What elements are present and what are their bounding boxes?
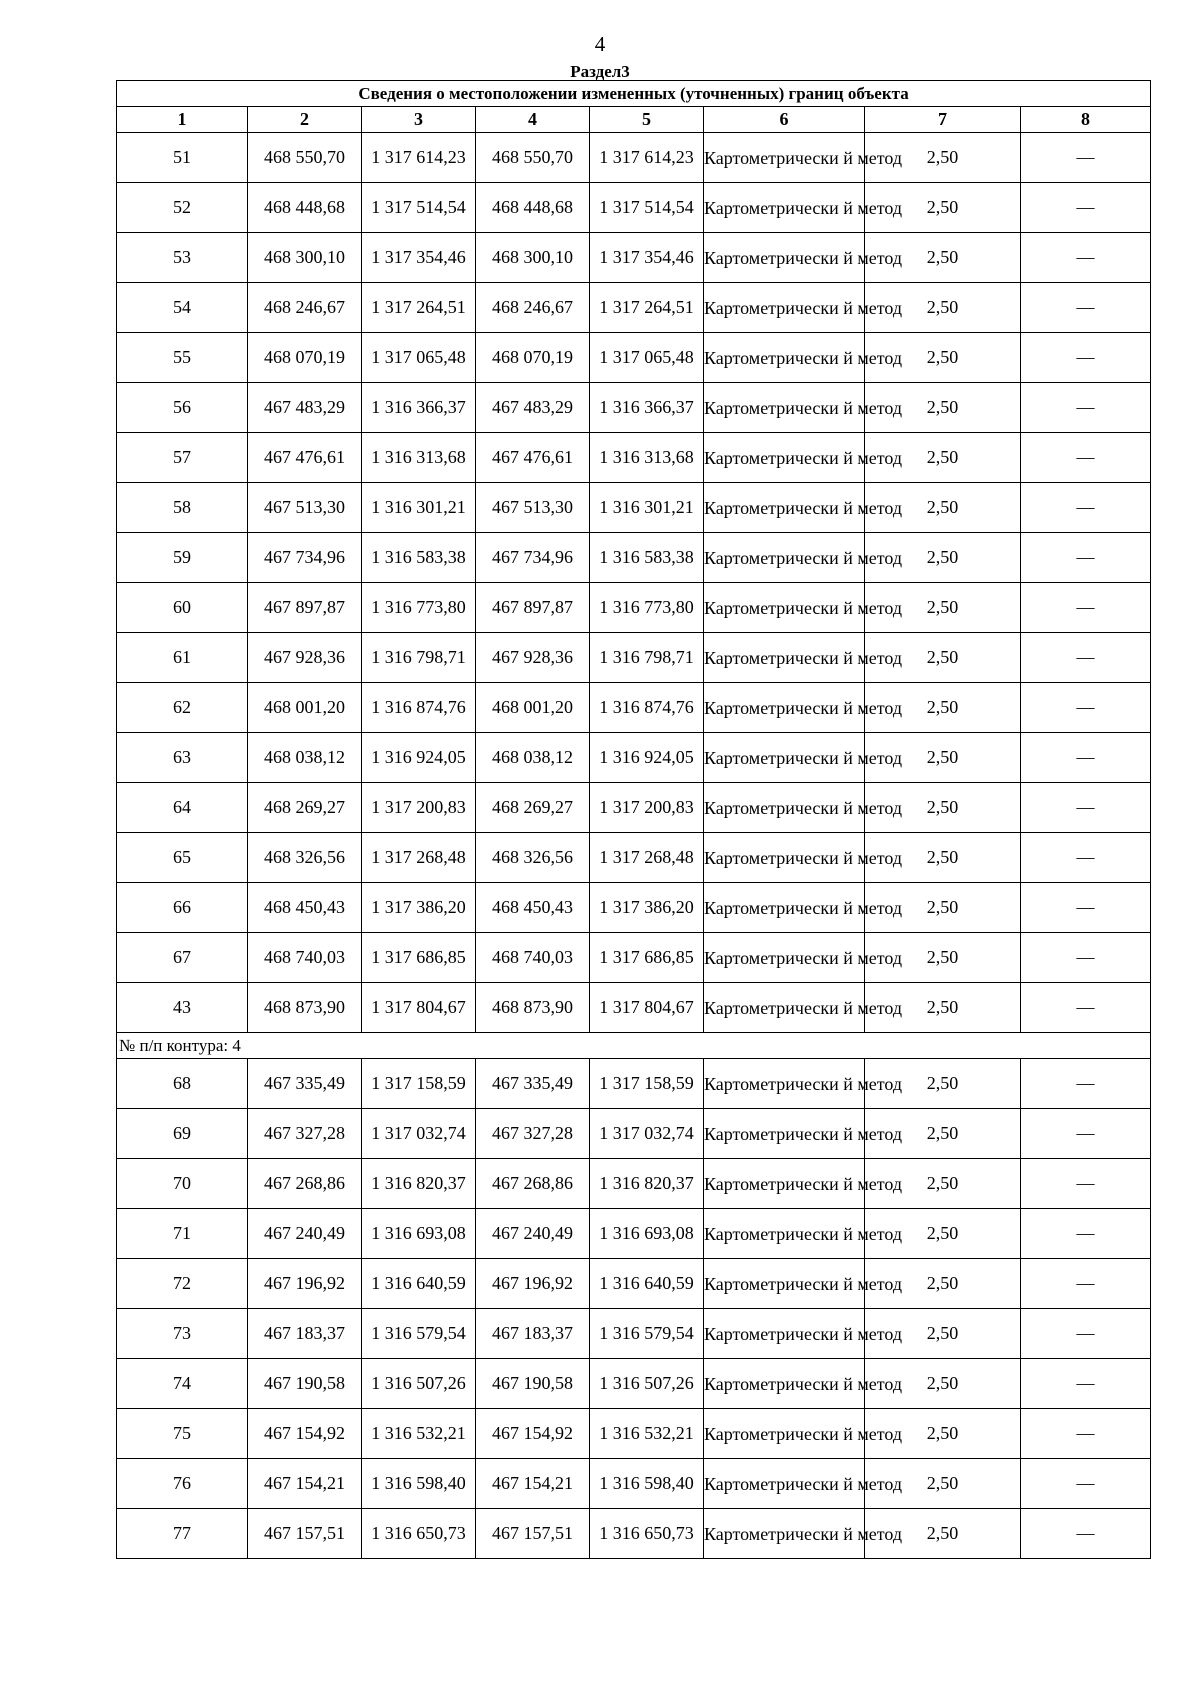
accuracy-cell: 2,50 bbox=[865, 683, 1021, 733]
point-number-cell: 63 bbox=[117, 733, 248, 783]
accuracy-cell: 2,50 bbox=[865, 333, 1021, 383]
point-number-cell: 58 bbox=[117, 483, 248, 533]
refined-y-cell: 1 317 065,48 bbox=[590, 333, 704, 383]
existing-y-cell: 1 317 514,54 bbox=[362, 183, 476, 233]
existing-y-cell: 1 317 686,85 bbox=[362, 933, 476, 983]
existing-y-cell: 1 317 032,74 bbox=[362, 1109, 476, 1159]
description-cell: — bbox=[1021, 233, 1151, 283]
method-cell: Картометрически й метод bbox=[704, 1509, 865, 1559]
section-label: Раздел3 bbox=[570, 62, 630, 81]
existing-x-cell: 468 070,19 bbox=[248, 333, 362, 383]
existing-x-cell: 467 154,21 bbox=[248, 1459, 362, 1509]
existing-x-cell: 467 240,49 bbox=[248, 1209, 362, 1259]
method-cell: Картометрически й метод bbox=[704, 733, 865, 783]
refined-x-cell: 468 448,68 bbox=[476, 183, 590, 233]
description-cell: — bbox=[1021, 283, 1151, 333]
table-row bbox=[117, 533, 1151, 583]
existing-x-cell: 468 550,70 bbox=[248, 133, 362, 183]
existing-y-cell: 1 316 640,59 bbox=[362, 1259, 476, 1309]
refined-x-cell: 468 873,90 bbox=[476, 983, 590, 1033]
method-cell: Картометрически й метод bbox=[704, 533, 865, 583]
refined-y-cell: 1 317 200,83 bbox=[590, 783, 704, 833]
description-cell: — bbox=[1021, 883, 1151, 933]
description-cell: — bbox=[1021, 683, 1151, 733]
refined-x-cell: 467 327,28 bbox=[476, 1109, 590, 1159]
existing-y-cell: 1 317 386,20 bbox=[362, 883, 476, 933]
existing-y-cell: 1 316 579,54 bbox=[362, 1309, 476, 1359]
accuracy-cell: 2,50 bbox=[865, 733, 1021, 783]
method-cell: Картометрически й метод bbox=[704, 983, 865, 1033]
existing-x-cell: 468 448,68 bbox=[248, 183, 362, 233]
accuracy-cell: 2,50 bbox=[865, 283, 1021, 333]
method-cell: Картометрически й метод bbox=[704, 1309, 865, 1359]
method-cell: Картометрически й метод bbox=[704, 433, 865, 483]
refined-y-cell: 1 317 804,67 bbox=[590, 983, 704, 1033]
refined-x-cell: 468 740,03 bbox=[476, 933, 590, 983]
existing-y-cell: 1 317 264,51 bbox=[362, 283, 476, 333]
accuracy-cell: 2,50 bbox=[865, 1359, 1021, 1409]
existing-x-cell: 467 157,51 bbox=[248, 1509, 362, 1559]
accuracy-cell: 2,50 bbox=[865, 933, 1021, 983]
existing-x-cell: 467 897,87 bbox=[248, 583, 362, 633]
refined-x-cell: 467 240,49 bbox=[476, 1209, 590, 1259]
refined-x-cell: 468 450,43 bbox=[476, 883, 590, 933]
table-row bbox=[117, 683, 1151, 733]
table-row bbox=[117, 733, 1151, 783]
method-cell: Картометрически й метод bbox=[704, 1109, 865, 1159]
refined-x-cell: 467 157,51 bbox=[476, 1509, 590, 1559]
refined-y-cell: 1 317 514,54 bbox=[590, 183, 704, 233]
method-cell: Картометрически й метод bbox=[704, 233, 865, 283]
method-cell: Картометрически й метод bbox=[704, 1159, 865, 1209]
method-cell: Картометрически й метод bbox=[704, 1059, 865, 1109]
accuracy-cell: 2,50 bbox=[865, 1259, 1021, 1309]
existing-x-cell: 468 873,90 bbox=[248, 983, 362, 1033]
existing-x-cell: 468 246,67 bbox=[248, 283, 362, 333]
contour-label: № п/п контура: 4 bbox=[117, 1033, 1151, 1059]
refined-x-cell: 467 190,58 bbox=[476, 1359, 590, 1409]
method-cell: Картометрически й метод bbox=[704, 1359, 865, 1409]
existing-x-cell: 467 335,49 bbox=[248, 1059, 362, 1109]
refined-x-cell: 467 154,21 bbox=[476, 1459, 590, 1509]
description-cell: — bbox=[1021, 1109, 1151, 1159]
table-row bbox=[117, 1259, 1151, 1309]
description-cell: — bbox=[1021, 1259, 1151, 1309]
refined-y-cell: 1 316 313,68 bbox=[590, 433, 704, 483]
point-number-cell: 68 bbox=[117, 1059, 248, 1109]
refined-y-cell: 1 317 354,46 bbox=[590, 233, 704, 283]
existing-x-cell: 468 450,43 bbox=[248, 883, 362, 933]
refined-y-cell: 1 316 640,59 bbox=[590, 1259, 704, 1309]
table-row bbox=[117, 983, 1151, 1033]
refined-x-cell: 468 246,67 bbox=[476, 283, 590, 333]
contour-label-row bbox=[117, 1033, 1151, 1059]
refined-x-cell: 468 070,19 bbox=[476, 333, 590, 383]
point-number-cell: 75 bbox=[117, 1409, 248, 1459]
refined-y-cell: 1 316 366,37 bbox=[590, 383, 704, 433]
page-number: 4 bbox=[594, 32, 606, 56]
existing-y-cell: 1 316 773,80 bbox=[362, 583, 476, 633]
description-cell: — bbox=[1021, 933, 1151, 983]
point-number-cell: 66 bbox=[117, 883, 248, 933]
description-cell: — bbox=[1021, 383, 1151, 433]
refined-y-cell: 1 317 268,48 bbox=[590, 833, 704, 883]
existing-x-cell: 467 483,29 bbox=[248, 383, 362, 433]
description-cell: — bbox=[1021, 733, 1151, 783]
point-number-cell: 60 bbox=[117, 583, 248, 633]
method-cell: Картометрически й метод bbox=[704, 333, 865, 383]
existing-x-cell: 467 513,30 bbox=[248, 483, 362, 533]
existing-x-cell: 468 001,20 bbox=[248, 683, 362, 733]
description-cell: — bbox=[1021, 983, 1151, 1033]
refined-y-cell: 1 317 158,59 bbox=[590, 1059, 704, 1109]
description-cell: — bbox=[1021, 583, 1151, 633]
point-number-cell: 54 bbox=[117, 283, 248, 333]
table-row bbox=[117, 933, 1151, 983]
description-cell: — bbox=[1021, 433, 1151, 483]
existing-y-cell: 1 317 614,23 bbox=[362, 133, 476, 183]
table-row bbox=[117, 233, 1151, 283]
refined-x-cell: 468 550,70 bbox=[476, 133, 590, 183]
point-number-cell: 43 bbox=[117, 983, 248, 1033]
refined-y-cell: 1 316 820,37 bbox=[590, 1159, 704, 1209]
method-cell: Картометрически й метод bbox=[704, 1409, 865, 1459]
existing-y-cell: 1 316 507,26 bbox=[362, 1359, 476, 1409]
description-cell: — bbox=[1021, 1459, 1151, 1509]
point-number-cell: 70 bbox=[117, 1159, 248, 1209]
existing-y-cell: 1 316 820,37 bbox=[362, 1159, 476, 1209]
point-number-cell: 52 bbox=[117, 183, 248, 233]
existing-y-cell: 1 316 924,05 bbox=[362, 733, 476, 783]
accuracy-cell: 2,50 bbox=[865, 133, 1021, 183]
table-row bbox=[117, 1459, 1151, 1509]
accuracy-cell: 2,50 bbox=[865, 983, 1021, 1033]
refined-y-cell: 1 316 798,71 bbox=[590, 633, 704, 683]
method-cell: Картометрически й метод bbox=[704, 1259, 865, 1309]
table-row bbox=[117, 1309, 1151, 1359]
existing-y-cell: 1 316 874,76 bbox=[362, 683, 476, 733]
method-cell: Картометрически й метод bbox=[704, 183, 865, 233]
existing-x-cell: 467 476,61 bbox=[248, 433, 362, 483]
table-row bbox=[117, 183, 1151, 233]
column-number-4: 4 bbox=[476, 107, 590, 133]
description-cell: — bbox=[1021, 1509, 1151, 1559]
accuracy-cell: 2,50 bbox=[865, 1209, 1021, 1259]
refined-x-cell: 467 476,61 bbox=[476, 433, 590, 483]
accuracy-cell: 2,50 bbox=[865, 233, 1021, 283]
column-number-row bbox=[117, 107, 1151, 133]
refined-y-cell: 1 317 386,20 bbox=[590, 883, 704, 933]
existing-x-cell: 467 327,28 bbox=[248, 1109, 362, 1159]
existing-x-cell: 468 269,27 bbox=[248, 783, 362, 833]
method-cell: Картометрически й метод bbox=[704, 583, 865, 633]
point-number-cell: 73 bbox=[117, 1309, 248, 1359]
table-row bbox=[117, 433, 1151, 483]
refined-y-cell: 1 317 264,51 bbox=[590, 283, 704, 333]
table-row bbox=[117, 133, 1151, 183]
point-number-cell: 59 bbox=[117, 533, 248, 583]
column-number-8: 8 bbox=[1021, 107, 1151, 133]
table-row bbox=[117, 1359, 1151, 1409]
description-cell: — bbox=[1021, 1159, 1151, 1209]
column-number-1: 1 bbox=[117, 107, 248, 133]
table-row bbox=[117, 333, 1151, 383]
refined-x-cell: 467 154,92 bbox=[476, 1409, 590, 1459]
point-number-cell: 69 bbox=[117, 1109, 248, 1159]
description-cell: — bbox=[1021, 183, 1151, 233]
method-cell: Картометрически й метод bbox=[704, 633, 865, 683]
refined-x-cell: 467 483,29 bbox=[476, 383, 590, 433]
accuracy-cell: 2,50 bbox=[865, 1309, 1021, 1359]
accuracy-cell: 2,50 bbox=[865, 1459, 1021, 1509]
existing-y-cell: 1 317 065,48 bbox=[362, 333, 476, 383]
accuracy-cell: 2,50 bbox=[865, 483, 1021, 533]
method-cell: Картометрически й метод bbox=[704, 483, 865, 533]
accuracy-cell: 2,50 bbox=[865, 533, 1021, 583]
existing-y-cell: 1 317 354,46 bbox=[362, 233, 476, 283]
accuracy-cell: 2,50 bbox=[865, 1509, 1021, 1559]
description-cell: — bbox=[1021, 633, 1151, 683]
table-row bbox=[117, 1159, 1151, 1209]
existing-x-cell: 468 326,56 bbox=[248, 833, 362, 883]
existing-x-cell: 467 183,37 bbox=[248, 1309, 362, 1359]
point-number-cell: 65 bbox=[117, 833, 248, 883]
accuracy-cell: 2,50 bbox=[865, 1109, 1021, 1159]
refined-y-cell: 1 316 773,80 bbox=[590, 583, 704, 633]
table-row bbox=[117, 1209, 1151, 1259]
refined-y-cell: 1 317 614,23 bbox=[590, 133, 704, 183]
table-row bbox=[117, 283, 1151, 333]
method-cell: Картометрически й метод bbox=[704, 833, 865, 883]
column-number-6: 6 bbox=[704, 107, 865, 133]
accuracy-cell: 2,50 bbox=[865, 383, 1021, 433]
existing-y-cell: 1 316 650,73 bbox=[362, 1509, 476, 1559]
table-row bbox=[117, 1059, 1151, 1109]
table-row bbox=[117, 883, 1151, 933]
description-cell: — bbox=[1021, 1059, 1151, 1109]
table-row bbox=[117, 783, 1151, 833]
point-number-cell: 77 bbox=[117, 1509, 248, 1559]
refined-y-cell: 1 316 579,54 bbox=[590, 1309, 704, 1359]
point-number-cell: 62 bbox=[117, 683, 248, 733]
description-cell: — bbox=[1021, 333, 1151, 383]
point-number-cell: 56 bbox=[117, 383, 248, 433]
refined-x-cell: 467 734,96 bbox=[476, 533, 590, 583]
existing-y-cell: 1 316 313,68 bbox=[362, 433, 476, 483]
existing-y-cell: 1 316 693,08 bbox=[362, 1209, 476, 1259]
refined-y-cell: 1 316 583,38 bbox=[590, 533, 704, 583]
refined-x-cell: 467 513,30 bbox=[476, 483, 590, 533]
refined-y-cell: 1 316 598,40 bbox=[590, 1459, 704, 1509]
refined-x-cell: 467 196,92 bbox=[476, 1259, 590, 1309]
description-cell: — bbox=[1021, 783, 1151, 833]
existing-x-cell: 467 154,92 bbox=[248, 1409, 362, 1459]
refined-x-cell: 467 183,37 bbox=[476, 1309, 590, 1359]
table-row bbox=[117, 383, 1151, 433]
description-cell: — bbox=[1021, 533, 1151, 583]
existing-y-cell: 1 316 583,38 bbox=[362, 533, 476, 583]
accuracy-cell: 2,50 bbox=[865, 1159, 1021, 1209]
existing-y-cell: 1 316 532,21 bbox=[362, 1409, 476, 1459]
point-number-cell: 74 bbox=[117, 1359, 248, 1409]
point-number-cell: 53 bbox=[117, 233, 248, 283]
refined-y-cell: 1 316 301,21 bbox=[590, 483, 704, 533]
refined-x-cell: 467 928,36 bbox=[476, 633, 590, 683]
refined-y-cell: 1 316 507,26 bbox=[590, 1359, 704, 1409]
point-number-cell: 51 bbox=[117, 133, 248, 183]
table-row bbox=[117, 1509, 1151, 1559]
point-number-cell: 64 bbox=[117, 783, 248, 833]
description-cell: — bbox=[1021, 1209, 1151, 1259]
point-number-cell: 67 bbox=[117, 933, 248, 983]
refined-y-cell: 1 317 686,85 bbox=[590, 933, 704, 983]
table-row bbox=[117, 483, 1151, 533]
refined-y-cell: 1 316 532,21 bbox=[590, 1409, 704, 1459]
table-row bbox=[117, 1409, 1151, 1459]
existing-y-cell: 1 316 366,37 bbox=[362, 383, 476, 433]
table-row bbox=[117, 833, 1151, 883]
refined-x-cell: 468 326,56 bbox=[476, 833, 590, 883]
description-cell: — bbox=[1021, 1359, 1151, 1409]
point-number-cell: 76 bbox=[117, 1459, 248, 1509]
column-number-5: 5 bbox=[590, 107, 704, 133]
existing-x-cell: 467 190,58 bbox=[248, 1359, 362, 1409]
existing-y-cell: 1 317 200,83 bbox=[362, 783, 476, 833]
refined-y-cell: 1 316 693,08 bbox=[590, 1209, 704, 1259]
existing-x-cell: 467 928,36 bbox=[248, 633, 362, 683]
existing-x-cell: 468 300,10 bbox=[248, 233, 362, 283]
table-title: Сведения о местоположении измененных (уточненных) границ объекта bbox=[117, 81, 1151, 107]
table-title-row bbox=[117, 81, 1151, 107]
existing-y-cell: 1 317 804,67 bbox=[362, 983, 476, 1033]
accuracy-cell: 2,50 bbox=[865, 433, 1021, 483]
method-cell: Картометрически й метод bbox=[704, 283, 865, 333]
point-number-cell: 72 bbox=[117, 1259, 248, 1309]
existing-x-cell: 467 268,86 bbox=[248, 1159, 362, 1209]
accuracy-cell: 2,50 bbox=[865, 1059, 1021, 1109]
accuracy-cell: 2,50 bbox=[865, 583, 1021, 633]
description-cell: — bbox=[1021, 1309, 1151, 1359]
description-cell: — bbox=[1021, 133, 1151, 183]
refined-x-cell: 467 897,87 bbox=[476, 583, 590, 633]
boundary-coordinates-table bbox=[116, 80, 1151, 1559]
point-number-cell: 61 bbox=[117, 633, 248, 683]
point-number-cell: 55 bbox=[117, 333, 248, 383]
refined-y-cell: 1 316 874,76 bbox=[590, 683, 704, 733]
method-cell: Картометрически й метод bbox=[704, 1209, 865, 1259]
method-cell: Картометрически й метод bbox=[704, 683, 865, 733]
method-cell: Картометрически й метод bbox=[704, 933, 865, 983]
refined-y-cell: 1 316 924,05 bbox=[590, 733, 704, 783]
existing-x-cell: 467 734,96 bbox=[248, 533, 362, 583]
accuracy-cell: 2,50 bbox=[865, 183, 1021, 233]
table-row bbox=[117, 633, 1151, 683]
existing-x-cell: 468 038,12 bbox=[248, 733, 362, 783]
refined-y-cell: 1 316 650,73 bbox=[590, 1509, 704, 1559]
refined-x-cell: 467 335,49 bbox=[476, 1059, 590, 1109]
method-cell: Картометрически й метод bbox=[704, 383, 865, 433]
refined-x-cell: 468 300,10 bbox=[476, 233, 590, 283]
existing-y-cell: 1 316 798,71 bbox=[362, 633, 476, 683]
refined-x-cell: 467 268,86 bbox=[476, 1159, 590, 1209]
existing-x-cell: 467 196,92 bbox=[248, 1259, 362, 1309]
accuracy-cell: 2,50 bbox=[865, 1409, 1021, 1459]
point-number-cell: 71 bbox=[117, 1209, 248, 1259]
existing-y-cell: 1 317 268,48 bbox=[362, 833, 476, 883]
description-cell: — bbox=[1021, 833, 1151, 883]
column-number-3: 3 bbox=[362, 107, 476, 133]
table-row bbox=[117, 583, 1151, 633]
existing-y-cell: 1 317 158,59 bbox=[362, 1059, 476, 1109]
method-cell: Картометрически й метод bbox=[704, 883, 865, 933]
accuracy-cell: 2,50 bbox=[865, 633, 1021, 683]
column-number-7: 7 bbox=[865, 107, 1021, 133]
point-number-cell: 57 bbox=[117, 433, 248, 483]
refined-x-cell: 468 269,27 bbox=[476, 783, 590, 833]
description-cell: — bbox=[1021, 483, 1151, 533]
table-body bbox=[117, 81, 1151, 1559]
method-cell: Картометрически й метод bbox=[704, 1459, 865, 1509]
method-cell: Картометрически й метод bbox=[704, 783, 865, 833]
accuracy-cell: 2,50 bbox=[865, 883, 1021, 933]
column-number-2: 2 bbox=[248, 107, 362, 133]
method-cell: Картометрически й метод bbox=[704, 133, 865, 183]
table-row bbox=[117, 1109, 1151, 1159]
existing-x-cell: 468 740,03 bbox=[248, 933, 362, 983]
refined-x-cell: 468 001,20 bbox=[476, 683, 590, 733]
existing-y-cell: 1 316 301,21 bbox=[362, 483, 476, 533]
accuracy-cell: 2,50 bbox=[865, 833, 1021, 883]
refined-y-cell: 1 317 032,74 bbox=[590, 1109, 704, 1159]
refined-x-cell: 468 038,12 bbox=[476, 733, 590, 783]
description-cell: — bbox=[1021, 1409, 1151, 1459]
existing-y-cell: 1 316 598,40 bbox=[362, 1459, 476, 1509]
accuracy-cell: 2,50 bbox=[865, 783, 1021, 833]
